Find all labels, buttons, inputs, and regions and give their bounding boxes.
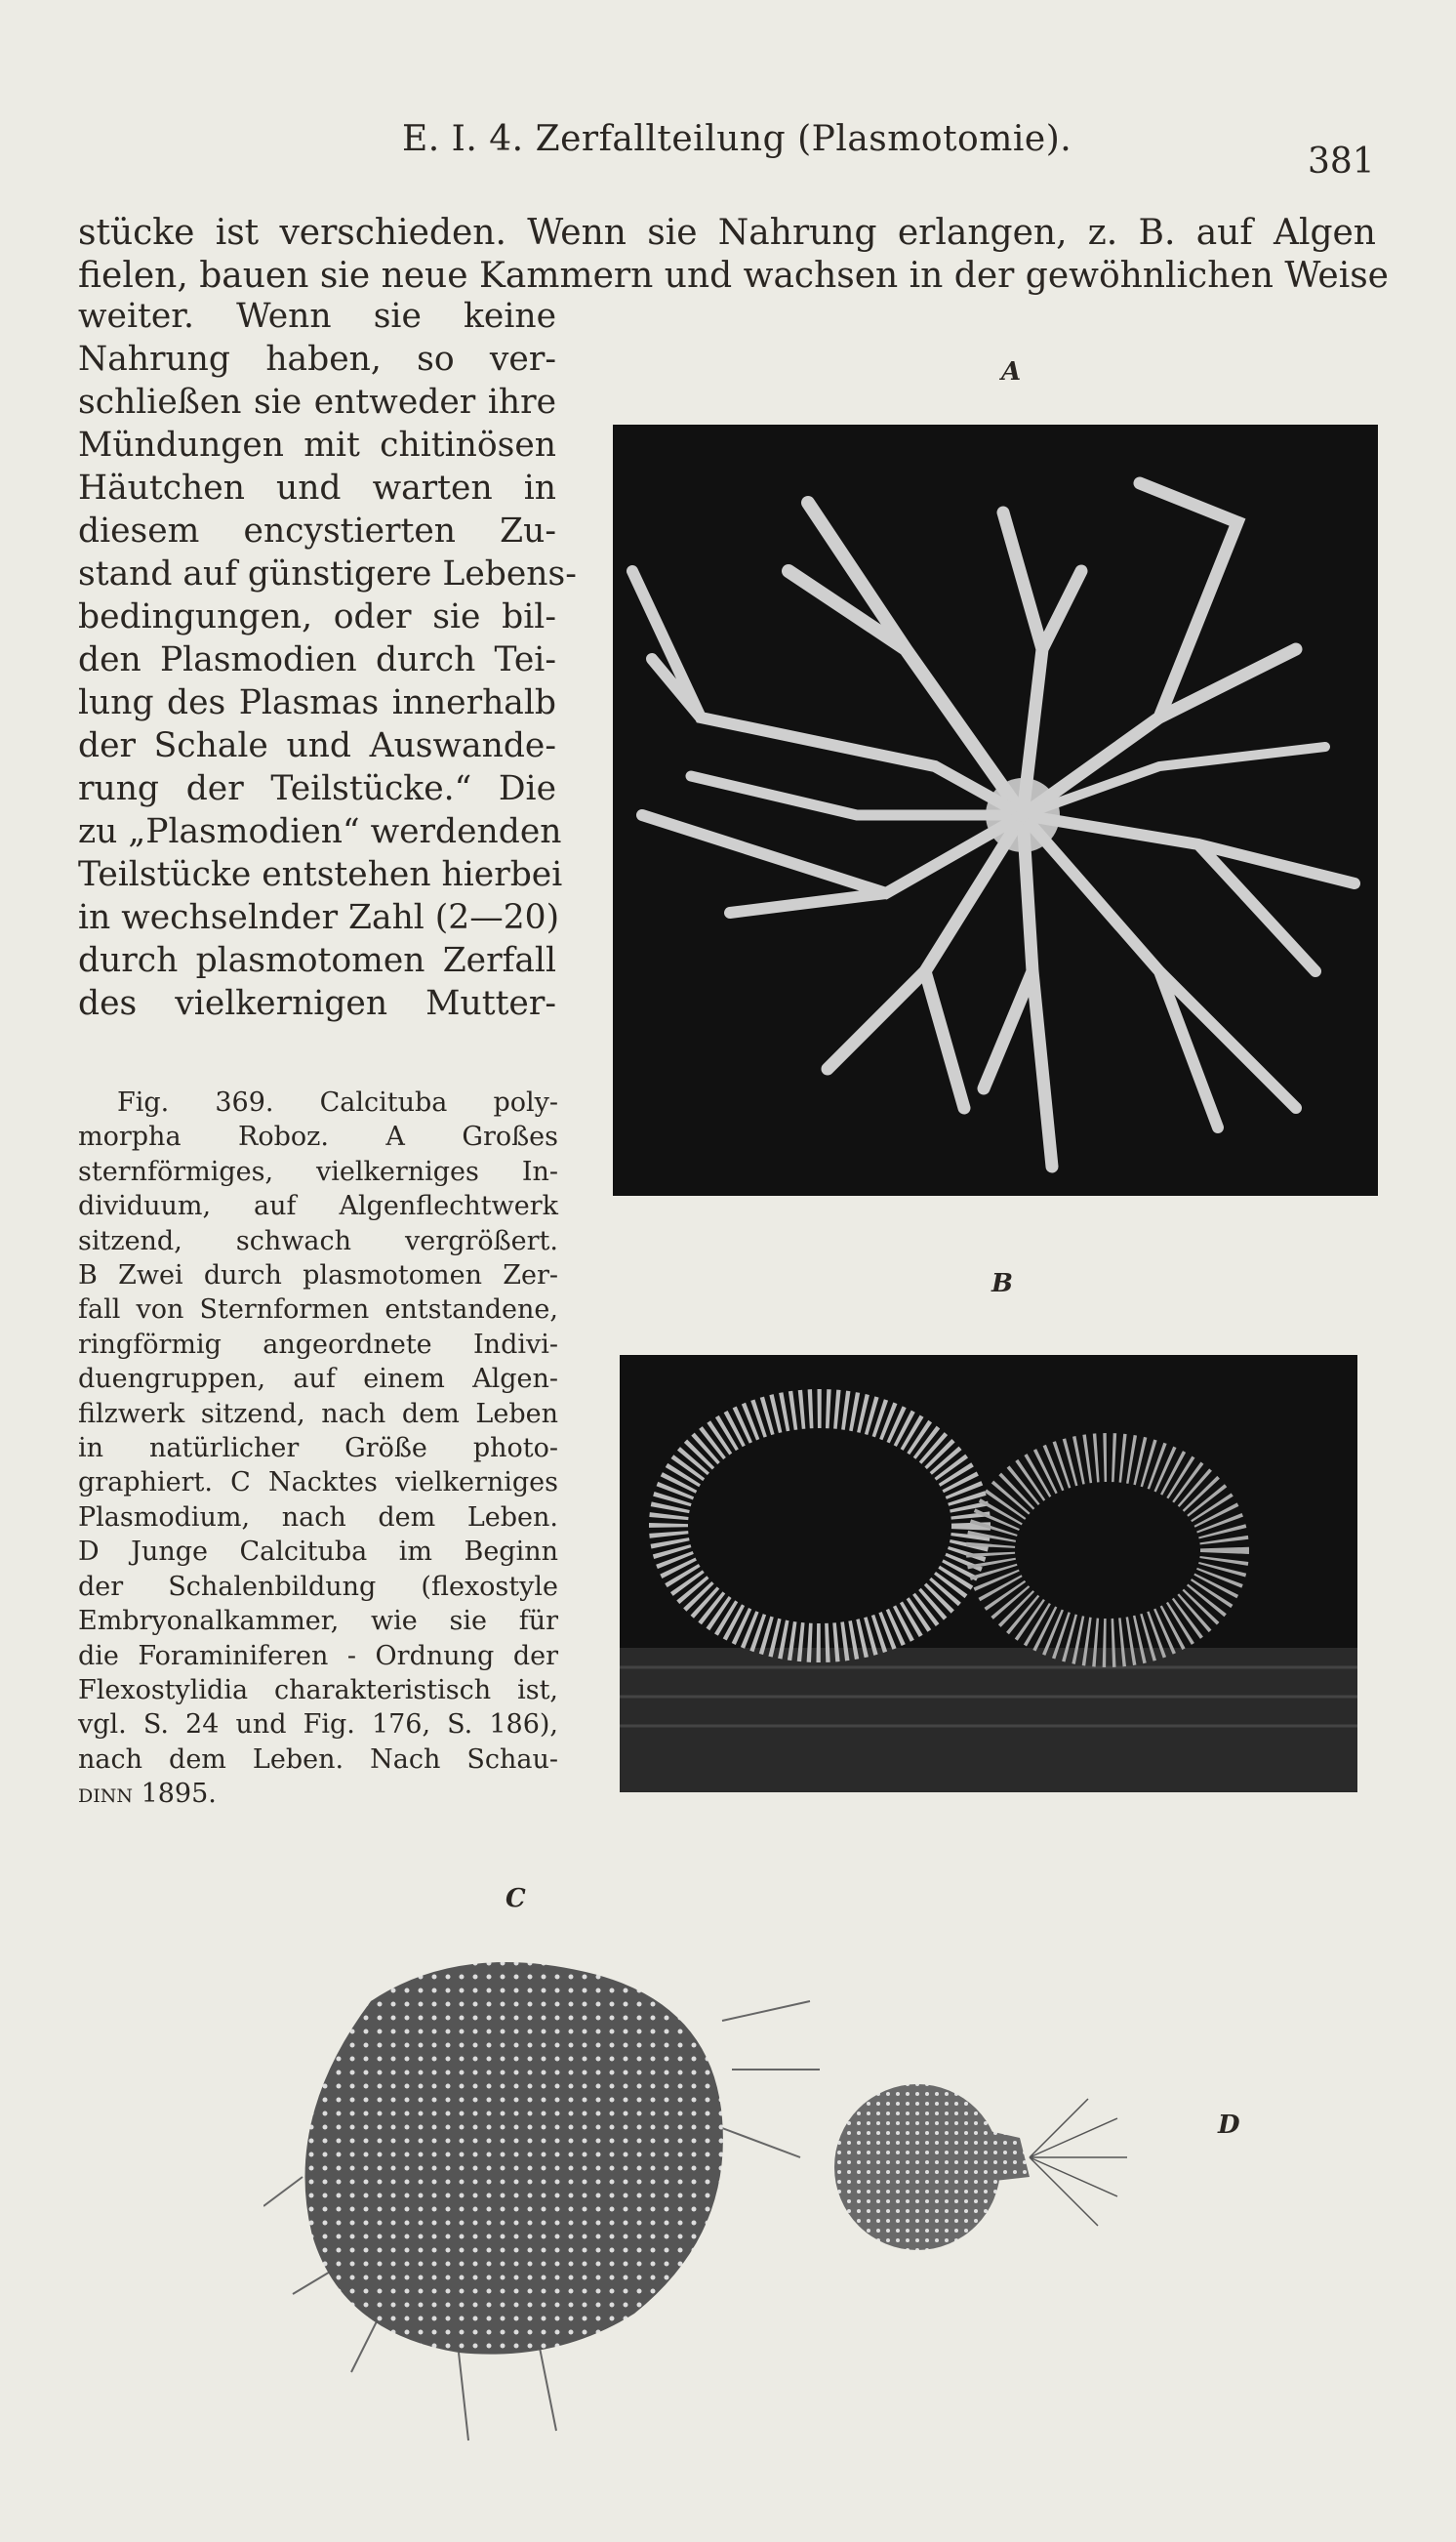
caption-line: nach dem Leben. Nach Schau-	[78, 1743, 558, 1775]
body-column-line: Teilstücke entstehen hierbei	[78, 855, 563, 894]
body-column-line: schließen sie entweder ihre	[78, 383, 556, 422]
body-column-line: rung der Teilstücke.“ Die	[78, 769, 556, 808]
figure-b-ring-groups	[620, 1355, 1357, 1792]
body-line: fielen, bauen sie neue Kammern und wachsen in der gewöhnlichen Weise	[78, 256, 1389, 296]
body-column-line: bedingungen, oder sie bil-	[78, 597, 556, 636]
caption-line: vgl. S. 24 und Fig. 176, S. 186),	[78, 1709, 558, 1741]
caption-line: morpha Roboz. A Großes	[78, 1122, 558, 1153]
body-column-line: lung des Plasmas innerhalb	[78, 683, 556, 722]
caption-line: graphiert. C Nacktes vielkerniges	[78, 1467, 558, 1498]
figure-label-c: C	[506, 1884, 526, 1913]
body-column-line: Häutchen und warten in	[78, 469, 556, 508]
caption-line: die Foraminiferen - Ordnung der	[78, 1640, 558, 1671]
caption-line: sternförmiges, vielkerniges In-	[78, 1156, 558, 1187]
body-column-line: durch plasmotomen Zerfall	[78, 941, 556, 980]
body-column-line: Mündungen mit chitinösen	[78, 426, 556, 465]
caption-line: Plasmodium, nach dem Leben.	[78, 1501, 558, 1533]
body-column-line: weiter. Wenn sie keine	[78, 297, 556, 336]
body-column-line: diesem encystierten Zu-	[78, 512, 556, 551]
caption-line: Flexostylidia charakteristisch ist,	[78, 1674, 558, 1705]
body-column-line: der Schale und Auswande-	[78, 726, 556, 765]
caption-line: in natürlicher Größe photo-	[78, 1433, 558, 1464]
caption-line: dividuum, auf Algenflechtwerk	[78, 1191, 558, 1222]
caption-line: dinn 1895.	[78, 1779, 217, 1810]
figure-label-d: D	[1218, 2111, 1240, 2140]
caption-line: Fig. 369. Calcituba poly-	[117, 1087, 558, 1118]
caption-line: D Junge Calcituba im Beginn	[78, 1537, 558, 1568]
caption-line: filzwerk sitzend, nach dem Leben	[78, 1398, 558, 1429]
body-column-line: in wechselnder Zahl (2—20)	[78, 898, 560, 937]
page-number: 381	[1308, 142, 1375, 182]
star-plasmodium-photo	[613, 425, 1378, 1196]
body-column-line: den Plasmodien durch Tei-	[78, 640, 556, 679]
figure-c-naked-plasmodium	[263, 1943, 829, 2450]
body-line: stücke ist verschieden. Wenn sie Nahrung erlangen, z. B. auf Algen	[78, 213, 1376, 253]
body-column-line: des vielkernigen Mutter-	[78, 984, 556, 1023]
figure-caption	[78, 1086, 558, 1812]
caption-line: duengruppen, auf einem Algen-	[78, 1364, 558, 1395]
caption-line: ringförmig angeordnete Indivi-	[78, 1329, 558, 1360]
body-column-line: Nahrung haben, so ver-	[78, 340, 556, 379]
figure-d-young-calcituba	[825, 2060, 1137, 2255]
running-title: E. I. 4. Zerfallteilung (Plasmotomie).	[402, 119, 1072, 159]
caption-line: Embryonalkammer, wie sie für	[78, 1606, 558, 1637]
caption-line: B Zwei durch plasmotomen Zer-	[78, 1260, 558, 1292]
body-column-line: zu „Plasmodien“ werdenden	[78, 812, 562, 851]
figure-label-a: A	[1001, 357, 1022, 387]
caption-line: sitzend, schwach vergrößert.	[78, 1225, 558, 1256]
body-column-text	[78, 295, 577, 1025]
caption-line: fall von Sternformen entstandene,	[78, 1294, 558, 1326]
figure-a-star-plasmodium	[613, 425, 1378, 1196]
caption-line: der Schalenbildung (flexostyle	[78, 1571, 558, 1602]
body-column-line: stand auf günstigere Lebens-	[78, 554, 577, 594]
figure-label-b: B	[991, 1269, 1013, 1298]
ring-groups-photo	[620, 1355, 1357, 1792]
